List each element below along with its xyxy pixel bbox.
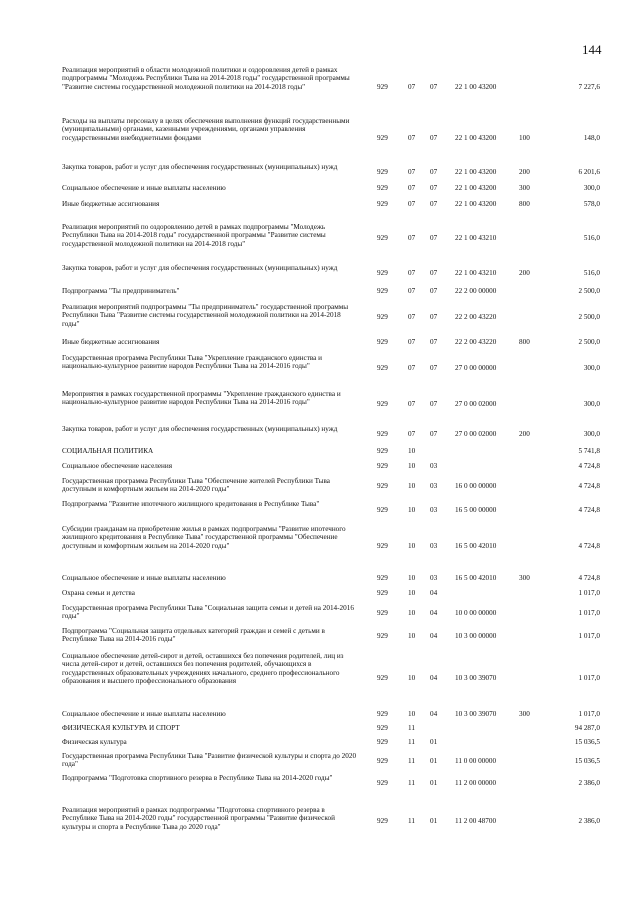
row-sum: 578,0 [583, 200, 600, 208]
row-vs: 929 [377, 234, 388, 242]
row-pr: 07 [430, 83, 438, 91]
row-vs: 929 [377, 482, 388, 490]
row-rz: 10 [408, 674, 416, 682]
row-name: Физическая культура [62, 738, 127, 746]
row-vr: 200 [519, 269, 530, 277]
row-name: Реализация мероприятий в области молодежной политики и оздоровления детей в рамках подпрограммы "Молодежь Республики Тыва на 2014-2018 годы" государственной программы "Развитие системы государственной молодежной политики на 2014-2018 годы" [62, 66, 350, 91]
row-cs: 22 1 00 43200 [455, 200, 497, 208]
row-vs: 929 [377, 817, 388, 825]
row-pr: 03 [430, 574, 438, 582]
row-cs: 16 0 00 00000 [455, 482, 497, 490]
row-rz: 11 [408, 738, 415, 746]
row-cs: 22 1 00 43200 [455, 134, 497, 142]
row-rz: 11 [408, 757, 415, 765]
row-sum: 4 724,8 [578, 462, 600, 470]
row-rz: 07 [408, 364, 416, 372]
row-vr: 800 [519, 200, 530, 208]
row-vs: 929 [377, 710, 388, 718]
row-vs: 929 [377, 184, 388, 192]
row-pr: 07 [430, 200, 438, 208]
row-sum: 2 500,0 [578, 338, 600, 346]
row-cs: 22 1 00 43210 [455, 234, 497, 242]
row-sum: 2 500,0 [578, 313, 600, 321]
row-name: ФИЗИЧЕСКАЯ КУЛЬТУРА И СПОРТ [62, 724, 180, 732]
row-pr: 04 [430, 674, 438, 682]
row-rz: 07 [408, 234, 416, 242]
row-cs: 11 2 00 00000 [455, 779, 497, 787]
row-cs: 11 2 00 48700 [455, 817, 497, 825]
row-sum: 300,0 [583, 400, 600, 408]
row-rz: 10 [408, 542, 416, 550]
row-vs: 929 [377, 632, 388, 640]
row-sum: 2 500,0 [578, 287, 600, 295]
row-cs: 16 5 00 42010 [455, 542, 497, 550]
row-cs: 22 2 00 43220 [455, 313, 497, 321]
row-name: Подпрограмма "Ты предприниматель" [62, 287, 180, 295]
row-rz: 07 [408, 134, 416, 142]
row-pr: 07 [430, 430, 438, 438]
row-name: Реализация мероприятий в рамках подпрограммы "Подготовка спортивного резерва в Республике Тыва на 2014-2020 годы" государственной программы "Развитие физической культуры и спорта в Республике Тыва до 2020 года" [62, 806, 335, 831]
row-vs: 929 [377, 364, 388, 372]
row-name: Расходы на выплаты персоналу в целях обеспечения выполнения функций государственными (муниципальными) органами, казенными учреждениями, органами управления государственными внебюджетными фондами [62, 117, 350, 142]
row-pr: 01 [430, 779, 438, 787]
row-rz: 07 [408, 400, 416, 408]
row-sum: 94 287,0 [574, 724, 600, 732]
row-pr: 04 [430, 589, 438, 597]
row-vs: 929 [377, 674, 388, 682]
row-name: Социальное обеспечение населения [62, 462, 173, 470]
row-cs: 10 0 00 00000 [455, 609, 497, 617]
row-cs: 16 5 00 00000 [455, 506, 497, 514]
row-vr: 300 [519, 574, 530, 582]
row-rz: 11 [408, 724, 415, 732]
row-cs: 22 1 00 43200 [455, 168, 497, 176]
row-pr: 04 [430, 609, 438, 617]
row-rz: 10 [408, 589, 416, 597]
row-pr: 07 [430, 400, 438, 408]
row-sum: 15 036,5 [574, 738, 600, 746]
page-number: 144 [582, 42, 602, 57]
row-pr: 03 [430, 506, 438, 514]
row-cs: 27 0 00 02000 [455, 430, 497, 438]
row-vs: 929 [377, 574, 388, 582]
row-rz: 07 [408, 269, 416, 277]
row-pr: 01 [430, 817, 438, 825]
row-cs: 11 0 00 00000 [455, 757, 497, 765]
row-vs: 929 [377, 724, 388, 732]
row-rz: 10 [408, 609, 416, 617]
row-name: Социальное обеспечение и иные выплаты населению [62, 710, 226, 718]
row-name: Подпрограмма "Социальная защита отдельных категорий граждан и семей с детьми в Республике Тыва на 2014-2016 годы" [62, 627, 325, 644]
row-vs: 929 [377, 134, 388, 142]
row-cs: 27 0 00 02000 [455, 400, 497, 408]
row-cs: 22 2 00 00000 [455, 287, 497, 295]
row-sum: 15 036,5 [574, 757, 600, 765]
row-vs: 929 [377, 506, 388, 514]
row-vr: 100 [519, 134, 530, 142]
row-sum: 516,0 [583, 269, 600, 277]
row-vs: 929 [377, 269, 388, 277]
row-rz: 07 [408, 200, 416, 208]
row-name: Государственная программа Республики Тыва "Социальная защита семьи и детей на 2014-2016 годы" [62, 604, 354, 621]
row-vr: 200 [519, 430, 530, 438]
row-name: Иные бюджетные ассигнования [62, 200, 160, 208]
row-rz: 07 [408, 168, 416, 176]
row-pr: 07 [430, 364, 438, 372]
row-sum: 1 017,0 [578, 589, 600, 597]
row-rz: 11 [408, 779, 415, 787]
row-name: Государственная программа Республики Тыва "Укрепление гражданского единства и национально-культурное развитие народов Республики Тыва на 2014-2016 годы" [62, 354, 322, 371]
row-rz: 07 [408, 430, 416, 438]
row-name: Закупка товаров, работ и услуг для обеспечения государственных (муниципальных) нужд [62, 425, 338, 433]
row-vs: 929 [377, 430, 388, 438]
row-sum: 1 017,0 [578, 710, 600, 718]
row-cs: 27 0 00 00000 [455, 364, 497, 372]
row-vs: 929 [377, 462, 388, 470]
row-name: СОЦИАЛЬНАЯ ПОЛИТИКА [62, 447, 154, 455]
row-sum: 4 724,8 [578, 506, 600, 514]
row-vr: 800 [519, 338, 530, 346]
row-rz: 07 [408, 338, 416, 346]
row-rz: 10 [408, 632, 416, 640]
row-pr: 03 [430, 482, 438, 490]
row-name: Государственная программа Республики Тыва "Обеспечение жителей Республики Тыва доступным и комфортным жильем на 2014-2020 годы" [62, 477, 330, 494]
row-pr: 03 [430, 462, 438, 470]
row-pr: 04 [430, 632, 438, 640]
row-name: Мероприятия в рамках государственной программы "Укрепление гражданского единства и национально-культурное развитие народов Республики Тыва на 2014-2016 годы" [62, 390, 341, 407]
row-vs: 929 [377, 542, 388, 550]
row-rz: 10 [408, 710, 416, 718]
row-sum: 300,0 [583, 430, 600, 438]
row-cs: 22 2 00 43220 [455, 338, 497, 346]
row-pr: 07 [430, 134, 438, 142]
row-vs: 929 [377, 338, 388, 346]
row-sum: 7 227,6 [578, 83, 600, 91]
row-sum: 2 386,0 [578, 817, 600, 825]
row-name: Социальное обеспечение и иные выплаты населению [62, 574, 226, 582]
row-vs: 929 [377, 400, 388, 408]
row-vs: 929 [377, 779, 388, 787]
row-name: Реализация мероприятий подпрограммы "Ты предприниматель" государственной программы Республики Тыва "Развитие системы государственной молодежной политики на 2014-2018 годы" [62, 303, 349, 328]
row-vs: 929 [377, 313, 388, 321]
row-sum: 4 724,8 [578, 574, 600, 582]
row-name: Реализация мероприятий по оздоровлению детей в рамках подпрограммы "Молодежь Республики Тыва на 2014-2018 годы" государственной программы "Развитие системы государственной молодежной политики на 2014-2018 годы" [62, 223, 326, 248]
row-vr: 200 [519, 168, 530, 176]
row-name: Социальное обеспечение и иные выплаты населению [62, 184, 226, 192]
row-vs: 929 [377, 287, 388, 295]
row-vs: 929 [377, 757, 388, 765]
row-cs: 16 5 00 42010 [455, 574, 497, 582]
row-cs: 10 3 00 39070 [455, 674, 497, 682]
row-rz: 10 [408, 574, 416, 582]
row-name: Государственная программа Республики Тыва "Развитие физической культуры и спорта до 2020 года" [62, 752, 357, 769]
row-rz: 10 [408, 506, 416, 514]
row-sum: 4 724,8 [578, 542, 600, 550]
row-sum: 1 017,0 [578, 674, 600, 682]
row-vs: 929 [377, 738, 388, 746]
row-vs: 929 [377, 200, 388, 208]
row-sum: 300,0 [583, 364, 600, 372]
row-pr: 07 [430, 184, 438, 192]
row-name: Иные бюджетные ассигнования [62, 338, 160, 346]
row-name: Охрана семьи и детства [62, 589, 135, 597]
row-pr: 03 [430, 542, 438, 550]
row-name: Субсидии гражданам на приобретение жилья в рамках подпрограммы "Развитие ипотечного жилищного кредитования в Республике Тыва" государственной программы "Обеспечение доступным и комфортным жильем на 2014-2020 годы" [62, 525, 346, 550]
row-vs: 929 [377, 609, 388, 617]
row-sum: 4 724,8 [578, 482, 600, 490]
row-name: Закупка товаров, работ и услуг для обеспечения государственных (муниципальных) нужд [62, 163, 338, 171]
row-cs: 22 1 00 43200 [455, 83, 497, 91]
row-pr: 07 [430, 313, 438, 321]
row-pr: 07 [430, 287, 438, 295]
row-rz: 07 [408, 83, 416, 91]
row-name: Социальное обеспечение детей-сирот и детей, оставшихся без попечения родителей, лиц из числа детей-сирот и детей, оставшихся без попечения родителей, обучающихся в государственных образовательных учреждениях начального, среднего профессионального образования и высшего профессионального образования [62, 652, 344, 685]
row-sum: 5 741,8 [578, 447, 600, 455]
row-rz: 10 [408, 462, 416, 470]
row-sum: 2 386,0 [578, 779, 600, 787]
row-name: Подпрограмма "Развитие ипотечного жилищного кредитования в Республике Тыва" [62, 500, 320, 508]
row-rz: 07 [408, 313, 416, 321]
row-sum: 516,0 [583, 234, 600, 242]
row-pr: 07 [430, 269, 438, 277]
row-vs: 929 [377, 83, 388, 91]
row-vr: 300 [519, 710, 530, 718]
row-cs: 22 1 00 43210 [455, 269, 497, 277]
row-sum: 300,0 [583, 184, 600, 192]
row-rz: 10 [408, 482, 416, 490]
row-rz: 07 [408, 287, 416, 295]
row-vs: 929 [377, 168, 388, 176]
row-rz: 10 [408, 447, 416, 455]
row-pr: 07 [430, 338, 438, 346]
row-sum: 1 017,0 [578, 609, 600, 617]
row-pr: 01 [430, 757, 438, 765]
row-rz: 11 [408, 817, 415, 825]
row-pr: 01 [430, 738, 438, 746]
row-sum: 148,0 [583, 134, 600, 142]
row-pr: 04 [430, 710, 438, 718]
row-vs: 929 [377, 447, 388, 455]
row-vs: 929 [377, 589, 388, 597]
row-sum: 6 201,6 [578, 168, 600, 176]
row-sum: 1 017,0 [578, 632, 600, 640]
row-pr: 07 [430, 234, 438, 242]
row-vr: 300 [519, 184, 530, 192]
row-cs: 10 3 00 39070 [455, 710, 497, 718]
row-rz: 07 [408, 184, 416, 192]
row-name: Подпрограмма "Подготовка спортивного резерва в Республике Тыва на 2014-2020 годы" [62, 774, 333, 782]
row-name: Закупка товаров, работ и услуг для обеспечения государственных (муниципальных) нужд [62, 264, 338, 272]
row-cs: 10 3 00 00000 [455, 632, 497, 640]
row-cs: 22 1 00 43200 [455, 184, 497, 192]
row-pr: 07 [430, 168, 438, 176]
